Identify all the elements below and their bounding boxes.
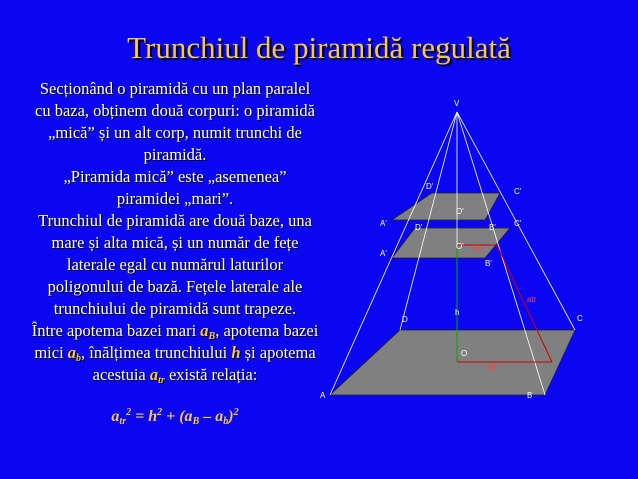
paragraph-bases: Trunchiul de piramidă are două baze, una mare și alta mică, și un număr de fețe laterale egal cu numărul laturilor poligonului de bază. Fețele laterale ale trunchiului de piramidă sunt trapeze. [38,211,312,318]
pyramid-diagram [310,90,635,410]
label-O-prime: O' [456,242,464,251]
label-ab: ab [474,244,483,253]
label-atr: atr [527,295,537,304]
label-V: V [454,99,460,108]
paragraph-definition: Secționând o piramidă cu un plan paralel cu baza, obținem două corpuri: o piramidă „mică” și un alt corp, numit trunchi de piramidă. [35,79,315,164]
formula: $a_{tr}^2 = h^2 + (a_B - a_b)^2$ [111,407,239,427]
label-D-prime-top: D' [426,182,434,191]
label-h: h [455,308,460,317]
symbol-h: h [231,343,241,362]
symbol-atr: $a_{tr}$ [149,365,165,386]
label-D: D [402,315,408,324]
label-C-prime: C' [514,219,522,228]
label-B: B [527,391,533,400]
symbol-aB: $a_B$ [200,321,216,342]
lower-section-plane [392,228,510,258]
label-C: C [577,314,583,323]
label-O-prime-top: O' [456,207,464,216]
label-O: O [461,349,468,358]
label-B-prime: B' [485,259,492,268]
label-A-prime-top: A' [380,219,387,228]
paragraph-relation: Între apotema bazei mari $a_B$, apotema bazei mici $a_b$, înălțimea trunchiului h și apotema acestuia $a_{tr}$ există relația: [31,321,319,386]
label-C-prime-top: C' [514,187,522,196]
symbol-ab: $a_b$ [67,343,82,364]
paragraph-similarity: „Piramida mică” este „asemenea” piramidei „mari”. [63,167,287,208]
slide-body [30,78,320,386]
label-aB: aB [487,363,497,372]
label-A-prime: A' [380,249,387,258]
slide-title: Trunchiul de piramidă regulată [127,30,511,65]
label-D-prime: D' [415,223,423,232]
label-B-prime-top: B' [489,223,496,232]
label-A: A [320,391,326,400]
